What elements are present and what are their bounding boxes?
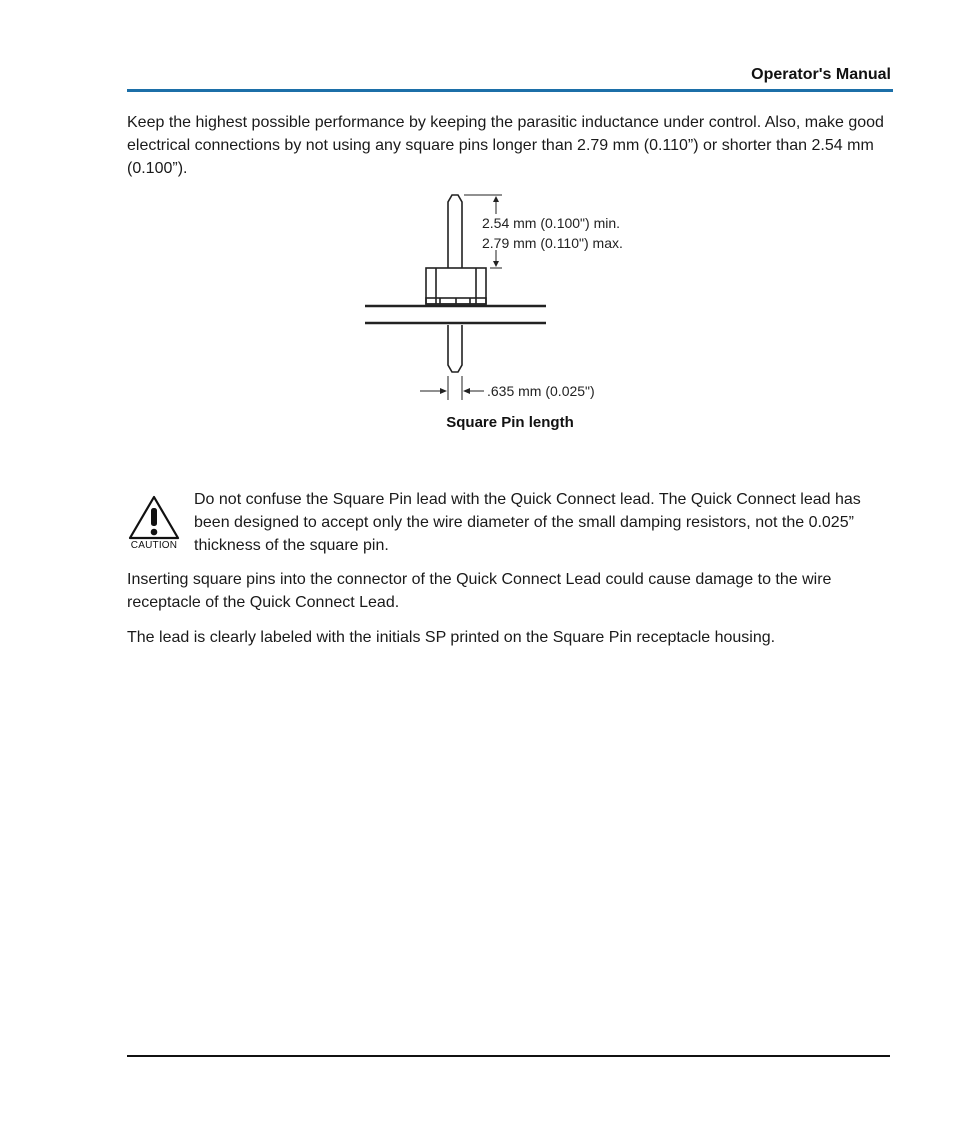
dim-max-label: 2.79 mm (0.110") max. [482,235,623,251]
inserting-paragraph: Inserting square pins into the connector of the Quick Connect Lead could cause damage to the wire receptacle of the Quick Connect Lead. [127,571,832,611]
header-rule [127,89,893,92]
arrow-down-icon [493,261,499,267]
caution-paragraph: Do not confuse the Square Pin lead with the Quick Connect lead. The Quick Connect lead has been designed to accept only the wire diameter of the small damping resistors, not the 0.025” thickness of the square pin. [194,491,861,554]
pin-upper-outline [448,195,462,268]
label-paragraph: The lead is clearly labeled with the initials SP printed on the Square Pin receptacle housing. [127,629,776,646]
arrow-left-icon [463,388,470,394]
dim-min-label: 2.54 mm (0.100") min. [482,215,621,231]
intro-paragraph: Keep the highest possible performance by keeping the parasitic inductance under control. Also, make good electrical connections by not using any square pins longer than 2.79 mm (0.110”) or shorter than 2.54 mm (0.100”). [127,114,884,177]
square-pin-diagram [360,190,660,405]
caution-label: CAUTION [130,540,178,551]
header-title: Operator's Manual [751,66,891,83]
footer-rule [127,1055,890,1057]
arrow-up-icon [493,196,499,202]
square-pin-figure [360,190,660,405]
figure-caption: Square Pin length [446,414,574,431]
arrow-right-icon [440,388,447,394]
dim-width-label: .635 mm (0.025") [487,383,595,399]
pin-lower-outline [448,325,462,372]
